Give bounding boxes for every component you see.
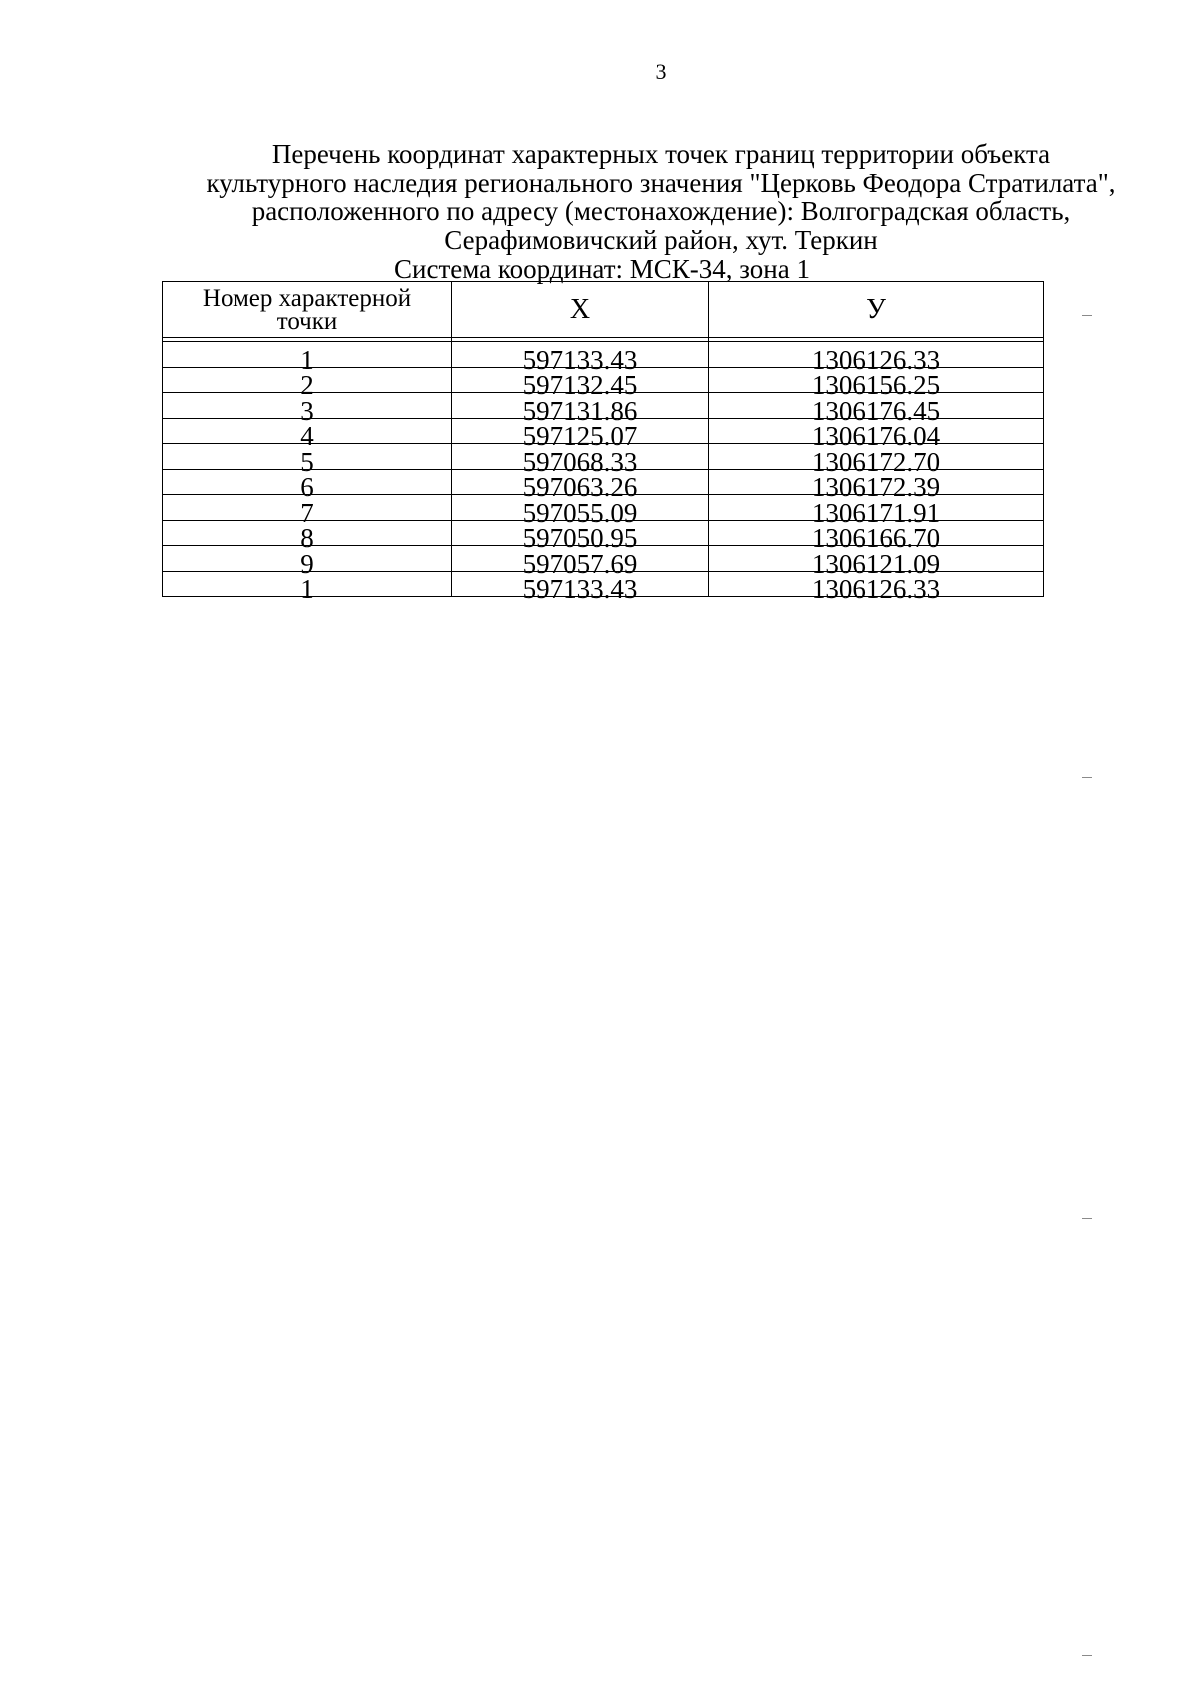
title-line-1: Перечень координат характерных точек границ территории объекта xyxy=(271,139,1051,169)
cell-x: 597132.45 xyxy=(452,367,709,393)
cell-y: 1306172.70 xyxy=(709,444,1044,470)
table-header xyxy=(163,282,1044,338)
title-line-4: Серафимовичский район, хут. Теркин xyxy=(444,224,878,255)
cell-y: 1306172.39 xyxy=(709,469,1044,495)
table-row xyxy=(163,342,1044,368)
cell-x: 597133.43 xyxy=(452,342,709,368)
scan-speck xyxy=(1082,1218,1092,1219)
table-row xyxy=(163,367,1044,393)
table-row xyxy=(163,546,1044,572)
cell-x: 597125.07 xyxy=(452,418,709,444)
table-row xyxy=(163,393,1044,419)
cell-x: 597133.43 xyxy=(452,571,709,597)
cell-point: 6 xyxy=(163,469,452,495)
cell-x: 597068.33 xyxy=(452,444,709,470)
cell-y: 1306156.25 xyxy=(709,367,1044,393)
cell-point: 1 xyxy=(163,571,452,597)
cell-point: 8 xyxy=(163,520,452,546)
coordinate-system-caption: Система координат: МСК-34, зона 1 xyxy=(394,254,810,284)
document-title xyxy=(160,140,1162,254)
scan-speck xyxy=(1082,1655,1092,1656)
table-row xyxy=(163,469,1044,495)
cell-y: 1306166.70 xyxy=(709,520,1044,546)
cell-x: 597131.86 xyxy=(452,393,709,419)
table-row xyxy=(163,418,1044,444)
cell-point: 9 xyxy=(163,546,452,572)
cell-point: 1 xyxy=(163,342,452,368)
scan-speck xyxy=(1082,315,1092,316)
cell-x: 597057.69 xyxy=(452,546,709,572)
cell-point: 3 xyxy=(163,393,452,419)
cell-point: 5 xyxy=(163,444,452,470)
header-point-number-line1: Номер характерной xyxy=(202,284,412,312)
header-point-number-line2: точки xyxy=(276,307,338,335)
cell-y: 1306176.04 xyxy=(709,418,1044,444)
title-line-3: расположенного по адресу (местонахождение): Волгоградская область, xyxy=(251,196,1071,226)
table-body xyxy=(163,338,1044,604)
cell-x: 597063.26 xyxy=(452,469,709,495)
header-point-number xyxy=(163,282,452,338)
cell-y: 1306176.45 xyxy=(709,393,1044,419)
table-row xyxy=(163,571,1044,597)
cell-y: 1306126.33 xyxy=(709,571,1044,597)
cell-y: 1306171.91 xyxy=(709,495,1044,521)
coordinates-table xyxy=(162,281,1044,604)
cell-point: 4 xyxy=(163,418,452,444)
cell-x: 597055.09 xyxy=(452,495,709,521)
table-row xyxy=(163,520,1044,546)
page-number: 3 xyxy=(655,59,667,84)
cell-y: 1306121.09 xyxy=(709,546,1044,572)
scan-speck xyxy=(1082,777,1092,778)
cell-x: 597050.95 xyxy=(452,520,709,546)
cell-y: 1306126.33 xyxy=(709,342,1044,368)
table-row xyxy=(163,495,1044,521)
title-line-2: культурного наследия регионального значения "Церковь Феодора Стратилата", xyxy=(206,167,1116,198)
cell-point: 7 xyxy=(163,495,452,521)
header-x: X xyxy=(452,282,709,338)
table-row xyxy=(163,444,1044,470)
header-y: У xyxy=(709,282,1044,338)
cell-point: 2 xyxy=(163,367,452,393)
